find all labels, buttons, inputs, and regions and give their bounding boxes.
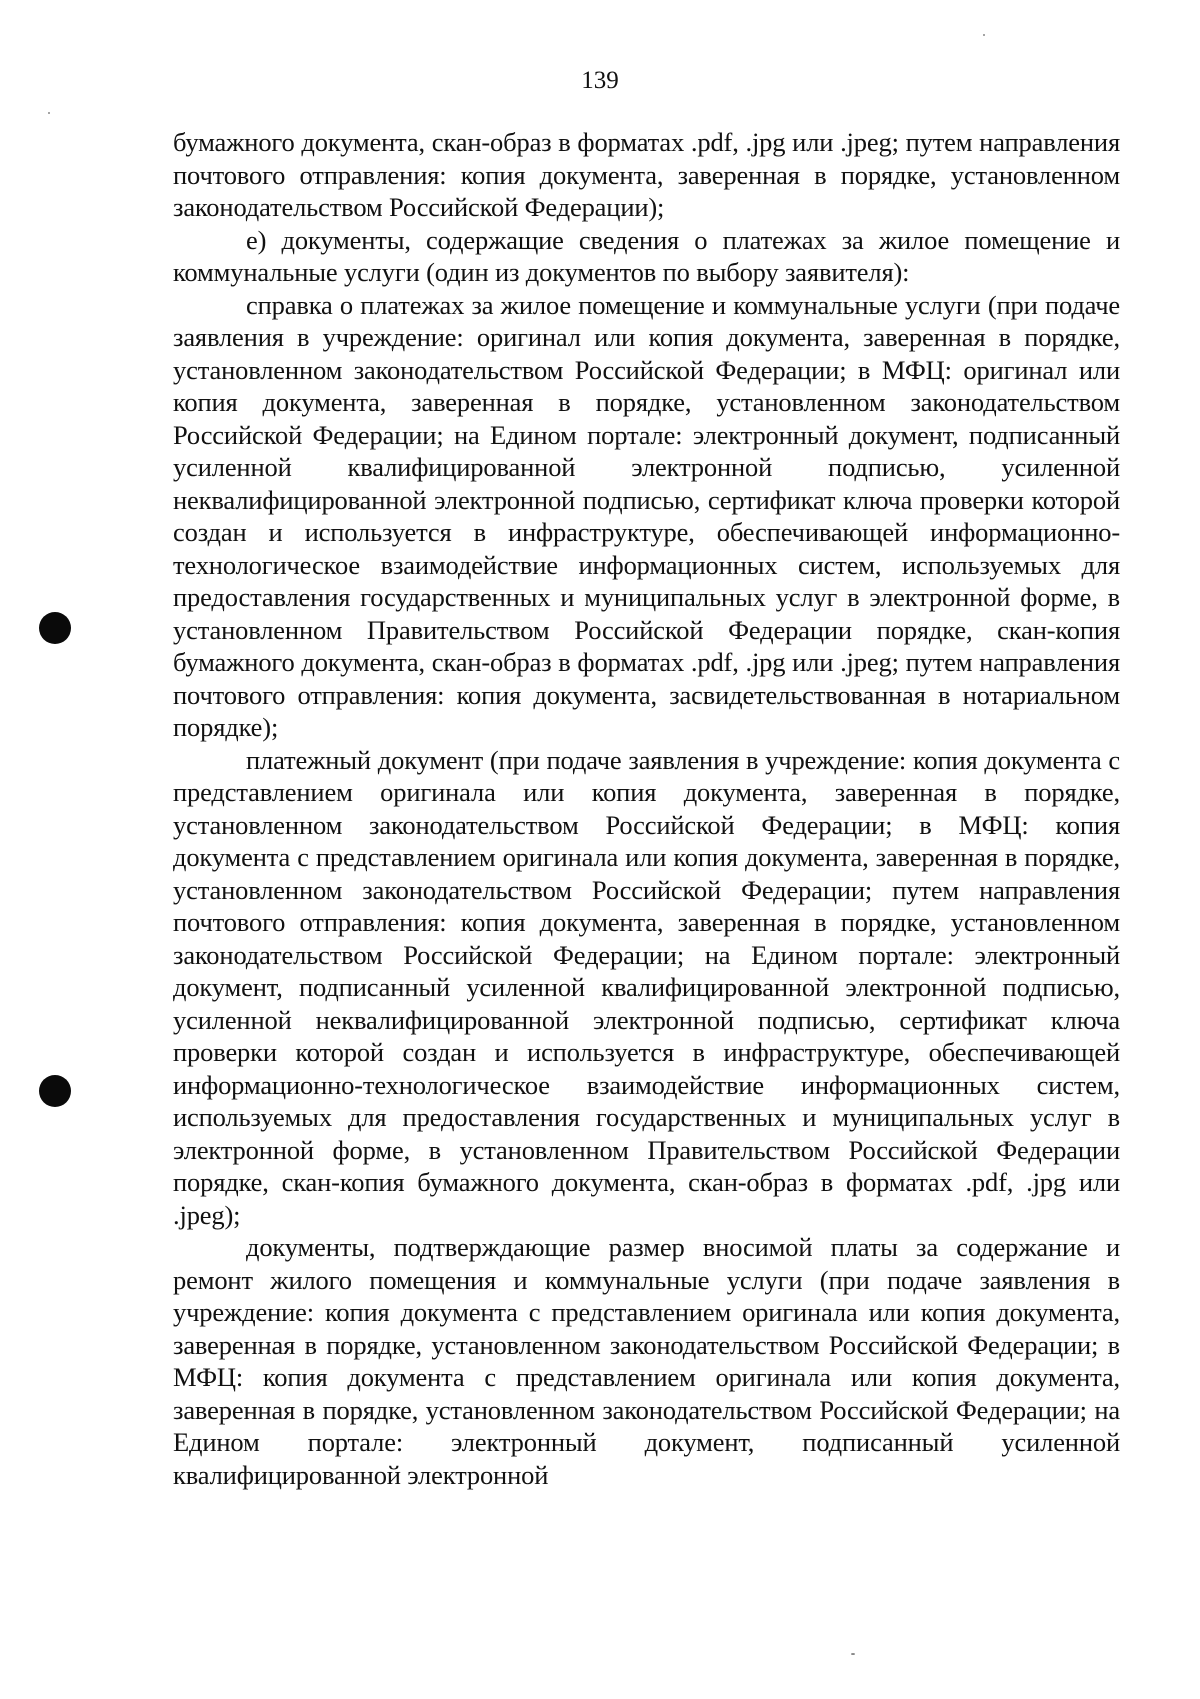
paragraph-item-e: е) документы, содержащие сведения о платежах за жилое помещение и коммунальные услуги (один из документов по выбору заявителя): <box>173 224 1120 287</box>
scan-speck <box>851 1653 855 1655</box>
paragraph-continued: бумажного документа, скан-образ в форматах .pdf, .jpg или .jpeg; путем направления почтового отправления: копия документа, заверенная в порядке, установленном законодательством Российской Федерации); <box>173 127 1120 222</box>
punch-hole-mark <box>39 1075 71 1107</box>
paragraph-payment-document: платежный документ (при подаче заявления в учреждение: копия документа с представлением оригинала или копия документа, заверенная в порядке, установленном законодательством Российской Федерации; в МФЦ: копия документа с представлением оригинала или копия документа, заверенная в порядке, установленном законодательством Российской Федерации; путем направления почтового отправления: копия документа, заверенная в порядке, установленном законодательством Российской Федерации; на Едином портале: электронный документ, подписанный усиленной квалифицированной электронной подписью, усиленной неквалифицированной электронной подписью, сертификат ключа проверки которой создан и используется в инфраструктуре, обеспечивающей информационно-технологическое взаимодействие информационных систем, используемых для предоставления государственных и муниципальных услуг в электронной форме, в установленном Правительством Российской Федерации порядке, скан-копия бумажного документа, скан-образ в форматах .pdf, .jpg или .jpeg); <box>173 744 1120 1230</box>
page-number: 139 <box>581 67 619 94</box>
punch-hole-mark <box>39 612 71 644</box>
paragraph-payment-certificate: справка о платежах за жилое помещение и коммунальные услуги (при подаче заявления в учреждение: оригинал или копия документа, заверенная в порядке, установленном законодательством Российской Федерации; в МФЦ: оригинал или копия документа, заверенная в порядке, установленном законодательством Российской Федерации; на Едином портале: электронный документ, подписанный усиленной квалифицированной электронной подписью, усиленной неквалифицированной электронной подписью, сертификат ключа проверки которой создан и используется в инфраструктуре, обеспечивающей информационно-технологическое взаимодействие информационных систем, используемых для предоставления государственных и муниципальных услуг в электронной форме, в установленном Правительством Российской Федерации порядке, скан-копия бумажного документа, скан-образ в форматах .pdf, .jpg или .jpeg; путем направления почтового отправления: копия документа, засвидетельствованная в нотариальном порядке); <box>173 289 1120 742</box>
scan-speck <box>48 112 50 114</box>
document-body <box>173 126 1120 1491</box>
scan-speck <box>983 34 985 36</box>
paragraph-fee-documents: документы, подтверждающие размер вносимой платы за содержание и ремонт жилого помещения и коммунальные услуги (при подаче заявления в учреждение: копия документа с представлением оригинала или копия документа, заверенная в порядке, установленном законодательством Российской Федерации; в МФЦ: копия документа с представлением оригинала или копия документа, заверенная в порядке, установленном законодательством Российской Федерации; на Едином портале: электронный документ, подписанный усиленной квалифицированной электронной <box>173 1232 1120 1490</box>
